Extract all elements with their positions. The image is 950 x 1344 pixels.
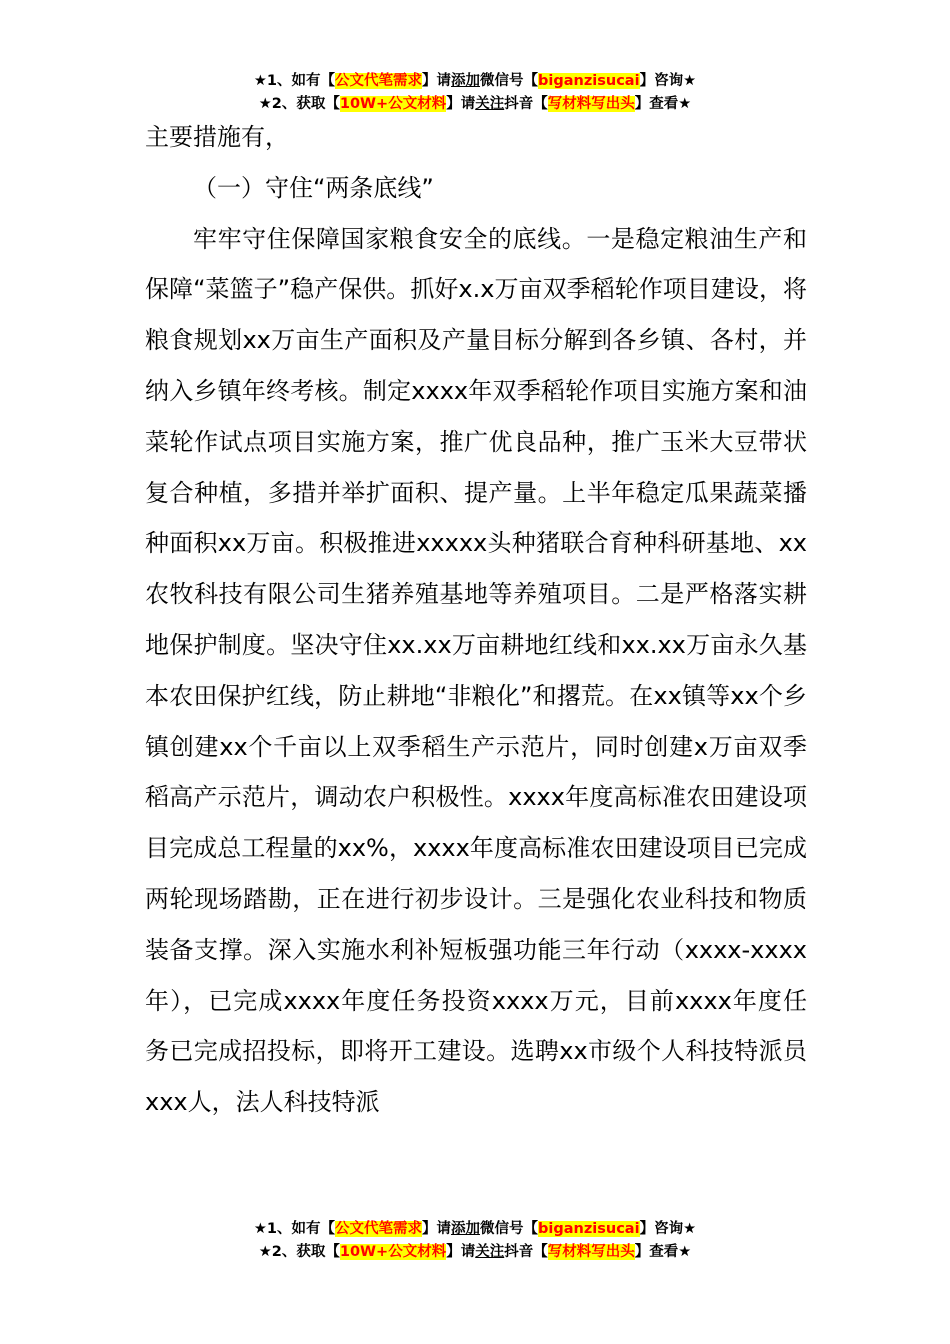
- banner-text: 】请: [422, 73, 452, 89]
- header-banner: [0, 70, 950, 116]
- banner-line-2: [0, 1241, 950, 1264]
- banner-text: 抖音【: [504, 96, 548, 112]
- banner-text: 微信号【: [480, 1221, 539, 1237]
- banner-line-1: [0, 1218, 950, 1241]
- banner-highlight: biganzisucai: [538, 73, 640, 89]
- banner-underlined: 添加: [451, 73, 481, 89]
- banner-line-1: [0, 70, 950, 93]
- banner-text: 】查看★: [634, 96, 692, 112]
- document-body: [145, 112, 807, 1128]
- banner-underlined: 关注: [475, 96, 505, 112]
- banner-text: ★2、获取【: [258, 1244, 340, 1260]
- banner-text: 微信号【: [480, 73, 539, 89]
- banner-highlight: 10W+公文材料: [339, 1244, 447, 1260]
- banner-text: 】咨询★: [639, 73, 697, 89]
- intro-line: 主要措施有，: [145, 123, 289, 151]
- banner-highlight: biganzisucai: [538, 1221, 640, 1237]
- banner-text: 】咨询★: [639, 1221, 697, 1237]
- banner-text: 抖音【: [504, 1244, 548, 1260]
- banner-underlined: 关注: [475, 1244, 505, 1260]
- section-heading: （一）守住“两条底线”: [193, 173, 434, 202]
- banner-highlight: 10W+公文材料: [339, 96, 447, 112]
- banner-text: 】请: [446, 1244, 476, 1260]
- banner-highlight: 公文代笔需求: [335, 1221, 423, 1237]
- banner-text: ★2、获取【: [258, 96, 340, 112]
- banner-highlight: 写材料写出头: [547, 96, 635, 112]
- banner-highlight: 公文代笔需求: [335, 73, 423, 89]
- banner-text: 】查看★: [634, 1244, 692, 1260]
- banner-underlined: 添加: [451, 1221, 481, 1237]
- body-paragraph: 牢牢守住保障国家粮食安全的底线。一是稳定粮油生产和保障“菜篮子”稳产保供。抓好x.x万亩双季稻轮作项目建设，将粮食规划xx万亩生产面积及产量目标分解到各乡镇、各村，并纳入乡镇年终考核。制定xxxx年双季稻轮作项目实施方案和油菜轮作试点项目实施方案，推广优良品种，推广玉米大豆带状复合种植，多措并举扩面积、提产量。上半年稳定瓜果蔬菜播种面积xx万亩。积极推进xxxxx头种猪联合育种科研基地、xx农牧科技有限公司生猪养殖基地等养殖项目。二是严格落实耕地保护制度。坚决守住xx.xx万亩耕地红线和xx.xx万亩永久基本农田保护红线，防止耕地“非粮化”和撂荒。在xx镇等xx个乡镇创建xx个千亩以上双季稻生产示范片，同时创建x万亩双季稻高产示范片，调动农户积极性。xxxx年度高标准农田建设项目完成总工程量的xx%，xxxx年度高标准农田建设项目已完成两轮现场踏勘，正在进行初步设计。三是强化农业科技和物质装备支撑。深入实施水利补短板强功能三年行动（xxxx-xxxx年），已完成xxxx年度任务投资xxxx万元，目前xxxx年度任务已完成招投标，即将开工建设。选聘xx市级个人科技特派员xxx人，法人科技特派: [145, 224, 807, 1117]
- banner-text: ★1、如有【: [253, 73, 336, 89]
- banner-text: ★1、如有【: [253, 1221, 336, 1237]
- footer-banner: [0, 1218, 950, 1264]
- banner-highlight: 写材料写出头: [547, 1244, 635, 1260]
- banner-text: 】请: [422, 1221, 452, 1237]
- banner-text: 】请: [446, 96, 476, 112]
